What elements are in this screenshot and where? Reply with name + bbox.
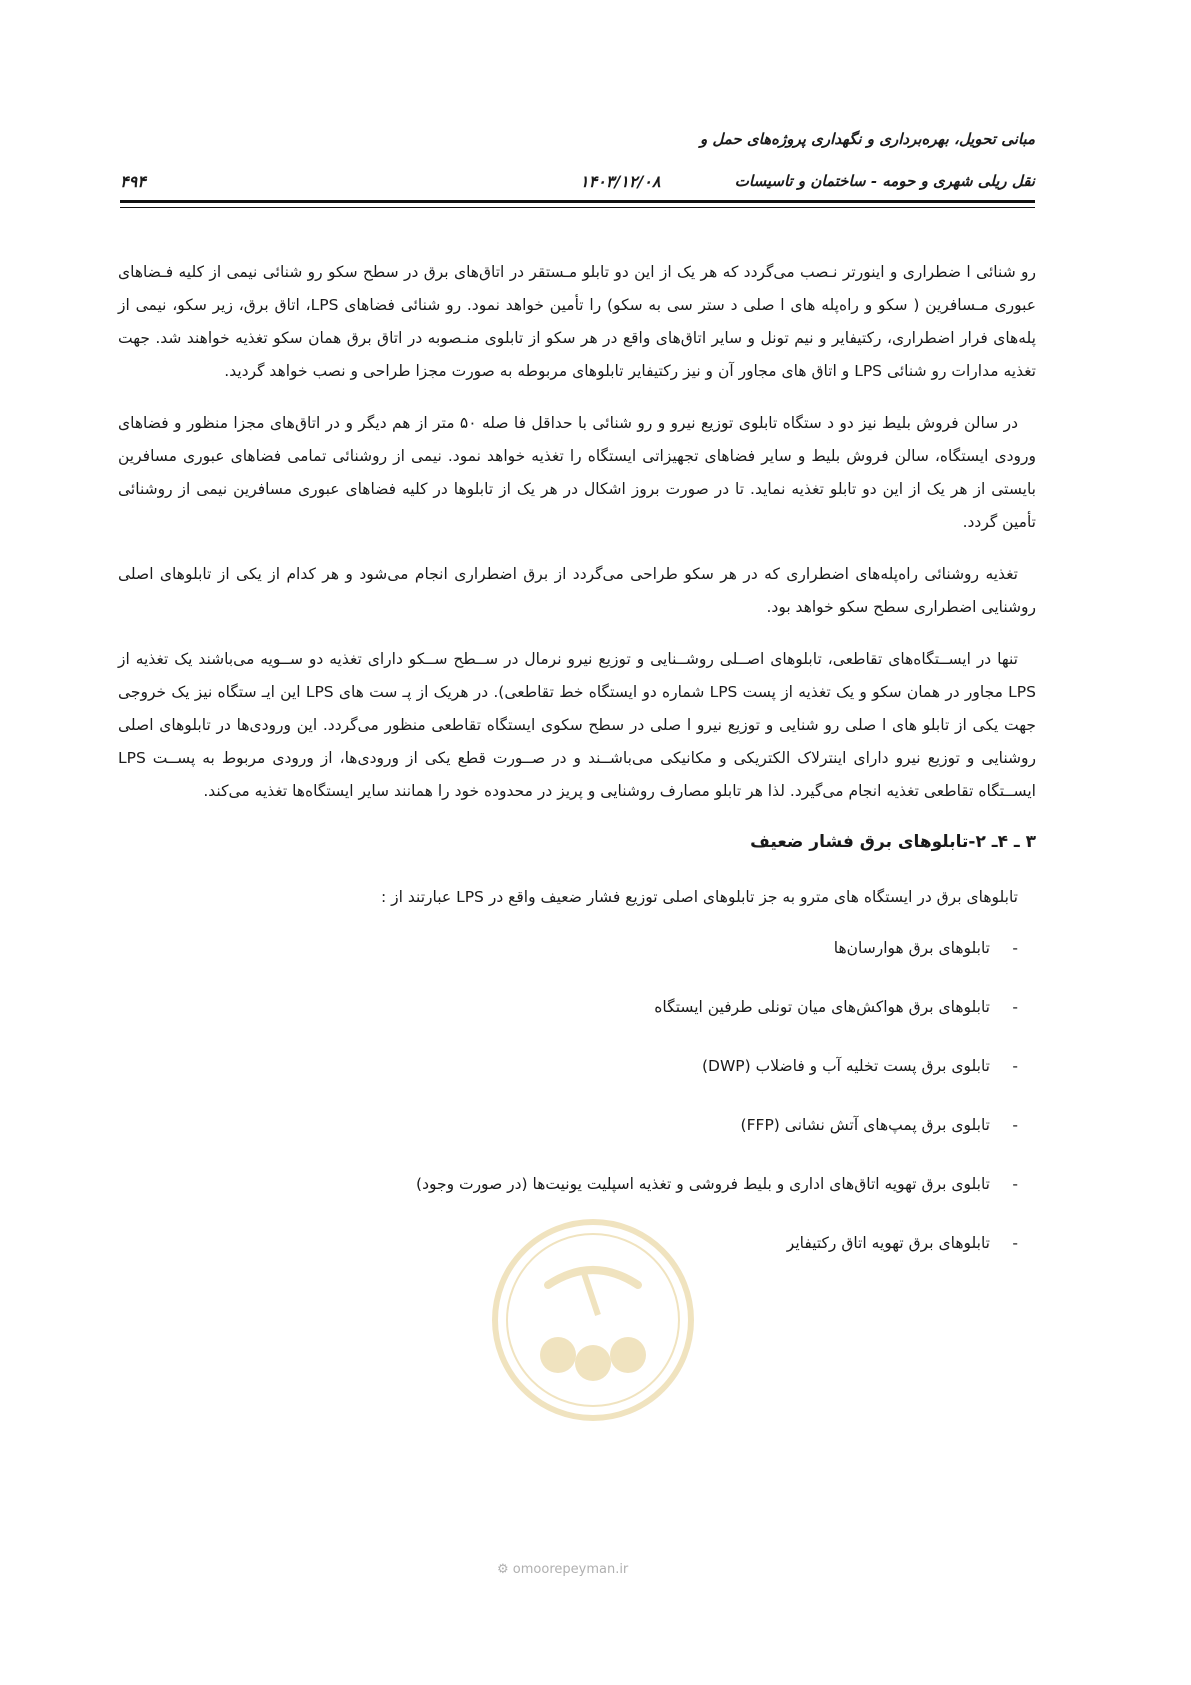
list-item-text: تابلوهای برق هوارسان‌ها (833, 939, 990, 957)
list-item-text: تابلوی برق پست تخلیه آب و فاضلاب (DWP) (701, 1057, 990, 1075)
section-heading: ۳ ـ ۴ـ ۲-تابلوهای برق فشار ضعیف (750, 832, 1036, 852)
panel-list (118, 932, 1036, 1260)
bullet-dash: - (1012, 998, 1018, 1016)
bullet-dash: - (1012, 1116, 1018, 1134)
paragraph-2: در سالن فروش بلیط نیز دو د ستگاه تابلوی توزیع نیرو و رو شنائی با حداقل فا صله ۵۰ متر از هم دیگر و در اتاق‌های مجزا منظور و فضاهای ورودی ایستگاه، سالن فروش بلیط و سایر فضاهای تجهیزاتی ایستگاه را تغذیه خواهد نمود. نیمی از روشنائی تمامی فضاهای عبوری مسافرین بایستی از هر یک از این دو تابلو تغذیه نماید. تا در صورت بروز اشکال در هر یک از تابلوها در کلیه فضاهای عبوری مسافرین نیمی از روشنائی تأمین گردد. (118, 414, 1036, 531)
page-number: ۴۹۴ (120, 172, 146, 191)
watermark-site: ⚙ omoorepeyman.ir (497, 1562, 629, 1577)
bullet-dash: - (1012, 1057, 1018, 1075)
list-item-text: تابلوی برق پمپ‌های آتش نشانی (FFP) (740, 1116, 990, 1134)
paragraph-3: تغذیه روشنائی راه‌پله‌های اضطراری که در هر سکو طراحی می‌گردد از برق اضطراری انجام می‌شود و هر کدام از یکی از تابلوهای اصلی روشنایی اضطراری سطح سکو خواهد بود. (118, 565, 1036, 616)
list-item (118, 1109, 1018, 1142)
paragraph-4: تنها در ایســتگاه‌های تقاطعی، تابلوهای اصــلی روشــنایی و توزیع نیرو نرمال در ســطح ســکو دارای تغذیه دو ســویه می‌باشند یک تغذیه از LPS مجاور در همان سکو و یک تغذیه از پست LPS شماره دو ایستگاه خط تقاطعی). در هریک از پـ ست های LPS این ایـ ستگاه نیز یک خروجی جهت یکی از تابلو های ا صلی رو شنایی و توزیع نیرو ا صلی در سطح سکوی ایستگاه تقاطعی منظور می‌گردد. این ورودی‌ها در تابلوهای اصلی روشنایی و توزیع نیرو دارای اینترلاک الکتریکی و مکانیکی می‌باشــند و در صــورت قطع یکی از ورودی‌ها، از ورودی مربوط به پســت LPS ایســتگاه تقاطعی تغذیه انجام می‌گیرد. لذا هر تابلو مصارف روشنایی و پریز در محدوده خود را همانند سایر ایستگاه‌ها تغذیه می‌کند. (118, 650, 1036, 800)
header-rule-thin (120, 207, 1035, 208)
list-item (118, 932, 1018, 965)
bullet-dash: - (1012, 1234, 1018, 1252)
list-item-text: تابلوهای برق تهویه اتاق رکتیفایر (786, 1234, 990, 1252)
bullet-dash: - (1012, 939, 1018, 957)
watermark-site-text: omoorepeyman.ir (512, 1562, 629, 1577)
section-intro: تابلوهای برق در ایستگاه های مترو به جز تابلوهای اصلی توزیع فشار ضعیف واقع در LPS عبارتند از : (381, 888, 1018, 906)
list-item (118, 1168, 1018, 1201)
bullet-dash: - (1012, 1175, 1018, 1193)
header-title-line2: نقل ریلی شهری و حومه - ساختمان و تاسیسات (734, 172, 1035, 190)
list-item-text: تابلوی برق تهویه اتاق‌های اداری و بلیط فروشی و تغذیه اسپلیت یونیت‌ها (در صورت وجود) (416, 1175, 990, 1193)
header-title-line1: مبانی تحویل، بهره‌برداری و نگهداری پروژه‌های حمل و (699, 130, 1035, 148)
header-date: ۱۴۰۳/۱۲/۰۸ (580, 172, 661, 191)
paragraph-1: رو شنائی ا ضطراری و اینورتر نـصب می‌گردد که هر یک از این دو تابلو مـستقر در اتاق‌های برق در سطح سکو رو شنائی نیمی از کلیه فـضاهای عبوری مـسافرین ( سکو و راه‌پله های ا صلی د ستر سی به سکو) را تأمین خواهد نمود. رو شنائی فضاهای LPS، اتاق برق، زیر سکو، نیمی از پله‌های فرار اضطراری، رکتیفایر و نیم تونل و سایر اتاق‌های واقع در هر سکو از تابلوی منـصوبه در اتاق برق همان سکو تغذیه خواهند شد. جهت تغذیه مدارات رو شنائی LPS و اتاق های مجاور آن و نیز رکتیفایر تابلوهای مربوطه به صورت مجزا طراحی و نصب خواهد گردید. (118, 263, 1037, 380)
watermark-seal-icon (488, 1215, 698, 1425)
list-item (118, 991, 1018, 1024)
list-item-text: تابلوهای برق هواکش‌های میان تونلی طرفین ایستگاه (654, 998, 990, 1016)
header-rule-thick (120, 200, 1035, 203)
page-body (118, 256, 1036, 1286)
list-item (118, 1050, 1018, 1083)
